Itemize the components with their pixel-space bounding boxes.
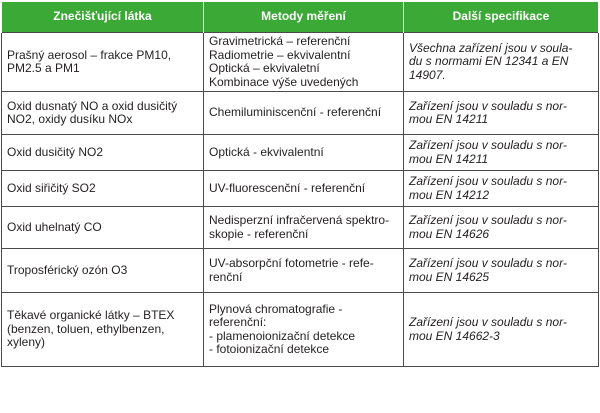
measurement-methods-table [1, 2, 599, 367]
cell-method [204, 135, 404, 171]
cell-method [204, 293, 404, 367]
table-row [2, 135, 599, 171]
table-row [2, 171, 599, 207]
cell-line: Všechna zařízení jsou v soula- [409, 40, 573, 55]
table-row [2, 207, 599, 249]
cell-line: Oxid dusnatý NO a oxid dusičitý [7, 98, 178, 113]
cell-line: Optická – ekvivaletní [209, 61, 320, 75]
cell-substance [2, 293, 204, 367]
cell-line: Plynová chromatografie - [209, 301, 343, 316]
cell-line: Zařízení jsou v souladu s nor- [409, 315, 567, 329]
cell-line: Zařízení jsou v souladu s nor- [409, 174, 567, 188]
cell-specification [404, 293, 599, 367]
cell-line: Radiometrie – ekvivalentní [209, 47, 351, 62]
cell-specification [404, 249, 599, 293]
cell-line: mou EN 14625 [409, 269, 490, 284]
cell-substance [2, 249, 204, 293]
cell-specification [404, 92, 599, 135]
header-specification: Další specifikace [404, 2, 599, 33]
cell-specification [404, 207, 599, 249]
cell-line: renční [209, 269, 243, 284]
cell-line: Kombinace výše uvedených [209, 74, 359, 89]
cell-line: Těkavé organické látky – BTEX [7, 308, 175, 323]
cell-line: xyleny) [7, 335, 46, 350]
cell-line: Nedisperzní infračervená spektro- [209, 213, 390, 227]
table-row [2, 249, 599, 293]
cell-line: Oxid dusičitý NO2 [7, 144, 104, 159]
cell-line: 14907. [409, 67, 446, 82]
cell-specification [404, 171, 599, 207]
cell-method [204, 249, 404, 293]
cell-line: mou EN 14626 [409, 226, 490, 241]
cell-line: Zařízení jsou v souladu s nor- [409, 213, 567, 227]
cell-line: Troposférický ozón O3 [7, 262, 128, 277]
cell-line: PM2.5 a PM1 [7, 61, 80, 75]
cell-line: UV-absorpční fotometrie - refe- [209, 256, 374, 270]
cell-line: Prašný aerosol – frakce PM10, [7, 47, 172, 62]
cell-line: Gravimetrická – referenční [209, 34, 351, 48]
cell-line: UV-fluorescenční - referenční [209, 180, 366, 195]
header-methods: Metody měření [204, 2, 404, 33]
cell-line: - plamenoionizační detekce [209, 328, 356, 343]
cell-substance [2, 171, 204, 207]
cell-line: referenční: [209, 315, 267, 329]
table-row [2, 33, 599, 92]
cell-line: - fotoionizační detekce [209, 342, 330, 356]
cell-method [204, 33, 404, 92]
cell-line: (benzen, toluen, ethylbenzen, [7, 321, 165, 336]
cell-line: mou EN 14212 [409, 187, 490, 202]
cell-line: NO2, oxidy dusíku NOx [7, 112, 133, 126]
cell-line: Chemiluminiscenční - referenční [209, 105, 382, 120]
cell-line: Zařízení jsou v souladu s nor- [409, 98, 567, 113]
cell-line: du s normami EN 12341 a EN [409, 54, 569, 69]
cell-line: mou EN 14211 [409, 151, 489, 166]
cell-method [204, 171, 404, 207]
table-header-row [2, 2, 599, 33]
cell-method [204, 207, 404, 249]
cell-line: mou EN 14211 [409, 112, 489, 126]
cell-specification [404, 33, 599, 92]
cell-substance [2, 135, 204, 171]
cell-line: Oxid siřičitý SO2 [7, 180, 96, 195]
table-row [2, 293, 599, 367]
cell-line: Optická - ekvivalentní [209, 144, 324, 159]
cell-specification [404, 135, 599, 171]
cell-substance [2, 33, 204, 92]
cell-line: Zařízení jsou v souladu s nor- [409, 256, 567, 270]
cell-line: skopie - referenční [209, 226, 309, 241]
cell-substance [2, 92, 204, 135]
cell-line: Oxid uhelnatý CO [7, 219, 102, 234]
header-substance: Znečišťující látka [2, 2, 204, 33]
cell-substance [2, 207, 204, 249]
cell-line: Zařízení jsou v souladu s nor- [409, 138, 567, 152]
cell-line: mou EN 14662-3 [409, 328, 500, 343]
cell-method [204, 92, 404, 135]
table-row [2, 92, 599, 135]
